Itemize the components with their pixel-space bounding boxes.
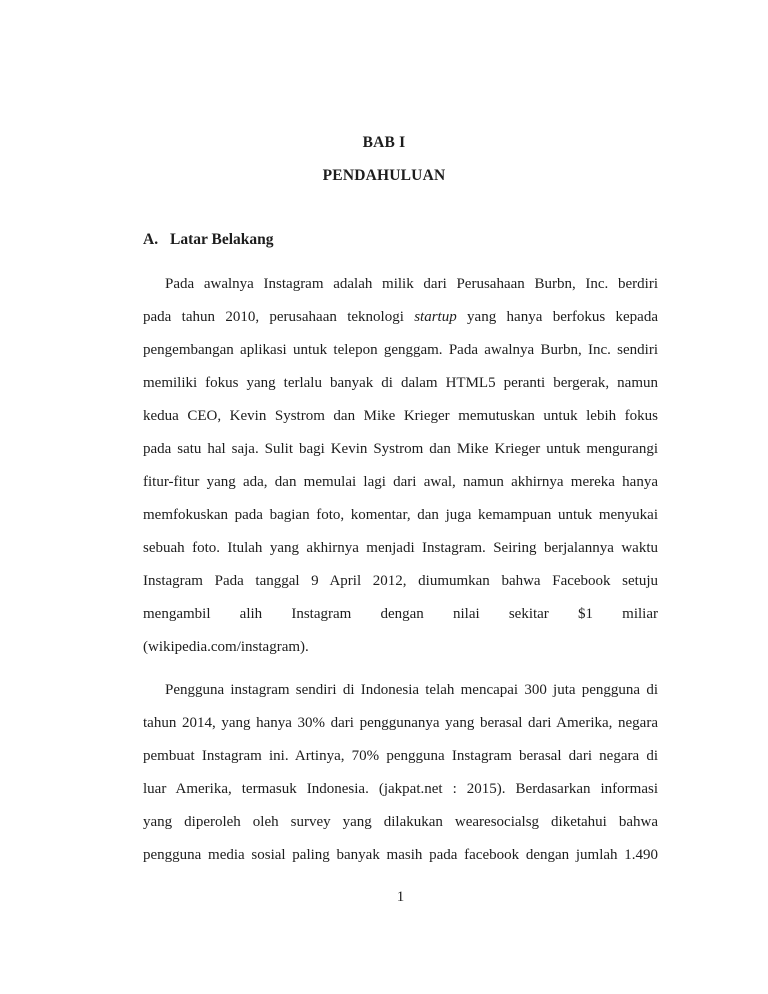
text-line (143, 301, 658, 334)
text-line: Pengguna instagram sendiri di Indonesia telah mencapai 300 juta pengguna di (165, 682, 658, 698)
text-line: sebuah foto. Itulah yang akhirnya menjadi Instagram. Seiring berjalannya waktu (143, 540, 658, 556)
text-line: kedua CEO, Kevin Systrom dan Mike Krieger memutuskan untuk lebih fokus (143, 408, 658, 424)
text-line: Pada awalnya Instagram adalah milik dari Perusahaan Burbn, Inc. berdiri (165, 276, 658, 292)
text-line: mengambil alih Instagram dengan nilai sekitar $1 miliar (143, 606, 658, 622)
text-segment: pada tahun 2010, perusahaan teknologi (143, 309, 415, 325)
chapter-number: BAB I (362, 134, 406, 151)
chapter-title: PENDAHULUAN (322, 167, 446, 184)
document-body (143, 268, 658, 872)
text-line: pengembangan aplikasi untuk telepon genggam. Pada awalnya Burbn, Inc. sendiri (143, 342, 658, 358)
text-line: luar Amerika, termasuk Indonesia. (jakpat.net : 2015). Berdasarkan informasi (143, 781, 658, 797)
text-line: memfokuskan pada bagian foto, komentar, dan juga kemampuan untuk menyukai (143, 507, 658, 523)
text-line: (wikipedia.com/instagram). (143, 639, 309, 655)
text-line: yang diperoleh oleh survey yang dilakukan wearesocialsg diketahui bahwa (143, 814, 658, 830)
paragraph-1 (143, 268, 658, 664)
text-line: fitur-fitur yang ada, dan memulai lagi dari awal, namun akhirnya mereka hanya (143, 474, 658, 490)
text-segment: yang hanya berfokus kepada (456, 309, 658, 325)
text-line: memiliki fokus yang terlalu banyak di dalam HTML5 peranti bergerak, namun (143, 375, 658, 391)
chapter-heading (0, 126, 768, 192)
paragraph-2 (143, 674, 658, 872)
text-line: pada satu hal saja. Sulit bagi Kevin Systrom dan Mike Krieger untuk mengurangi (143, 441, 658, 457)
italic-term: startup (414, 309, 457, 325)
text-line: tahun 2014, yang hanya 30% dari penggunanya yang berasal dari Amerika, negara (143, 715, 658, 731)
page-number: 1 (396, 889, 405, 905)
text-line: Instagram Pada tanggal 9 April 2012, diumumkan bahwa Facebook setuju (143, 573, 658, 589)
text-line: pengguna media sosial paling banyak masih pada facebook dengan jumlah 1.490 (143, 847, 658, 863)
section-heading (143, 223, 274, 256)
section-number: A. (143, 231, 159, 248)
section-title: Latar Belakang (170, 231, 274, 248)
text-line: pembuat Instagram ini. Artinya, 70% pengguna Instagram berasal dari negara di (143, 748, 658, 764)
